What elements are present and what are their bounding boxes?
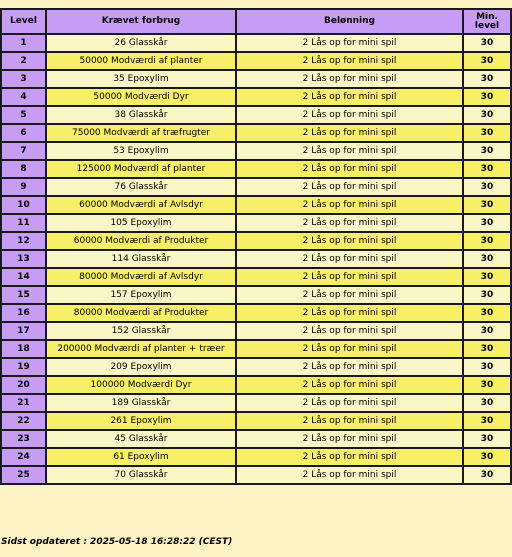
cell-min-level: 30 xyxy=(463,376,511,394)
table-row xyxy=(1,34,511,52)
cell-required: 189 Glasskår xyxy=(46,394,236,412)
cell-reward: 2 Lås op for mini spil xyxy=(236,376,463,394)
table-row xyxy=(1,88,511,106)
cell-min-level: 30 xyxy=(463,448,511,466)
cell-min-level: 30 xyxy=(463,394,511,412)
cell-required: 80000 Modværdi af Avlsdyr xyxy=(46,268,236,286)
cell-required: 200000 Modværdi af planter + træer xyxy=(46,340,236,358)
cell-reward: 2 Lås op for mini spil xyxy=(236,268,463,286)
header-min-level-label: Min. level xyxy=(474,11,500,31)
table-header-row xyxy=(1,9,511,34)
cell-level: 9 xyxy=(1,178,46,196)
table-row xyxy=(1,466,511,484)
cell-required: 76 Glasskår xyxy=(46,178,236,196)
table-row xyxy=(1,376,511,394)
table-row xyxy=(1,412,511,430)
cell-reward: 2 Lås op for mini spil xyxy=(236,34,463,52)
cell-level: 12 xyxy=(1,232,46,250)
table-row xyxy=(1,178,511,196)
table-row xyxy=(1,268,511,286)
cell-level: 8 xyxy=(1,160,46,178)
cell-required: 261 Epoxylim xyxy=(46,412,236,430)
cell-reward: 2 Lås op for mini spil xyxy=(236,250,463,268)
cell-required: 61 Epoxylim xyxy=(46,448,236,466)
cell-min-level: 30 xyxy=(463,340,511,358)
table-row xyxy=(1,340,511,358)
cell-level: 3 xyxy=(1,70,46,88)
cell-level: 25 xyxy=(1,466,46,484)
cell-level: 13 xyxy=(1,250,46,268)
cell-level: 14 xyxy=(1,268,46,286)
cell-required: 152 Glasskår xyxy=(46,322,236,340)
cell-min-level: 30 xyxy=(463,178,511,196)
cell-min-level: 30 xyxy=(463,88,511,106)
cell-required: 35 Epoxylim xyxy=(46,70,236,88)
cell-required: 45 Glasskår xyxy=(46,430,236,448)
cell-level: 1 xyxy=(1,34,46,52)
cell-reward: 2 Lås op for mini spil xyxy=(236,322,463,340)
cell-level: 7 xyxy=(1,142,46,160)
cell-min-level: 30 xyxy=(463,160,511,178)
cell-min-level: 30 xyxy=(463,430,511,448)
cell-min-level: 30 xyxy=(463,304,511,322)
cell-level: 10 xyxy=(1,196,46,214)
cell-min-level: 30 xyxy=(463,196,511,214)
cell-min-level: 30 xyxy=(463,268,511,286)
cell-reward: 2 Lås op for mini spil xyxy=(236,232,463,250)
cell-min-level: 30 xyxy=(463,250,511,268)
cell-min-level: 30 xyxy=(463,124,511,142)
cell-level: 6 xyxy=(1,124,46,142)
cell-level: 5 xyxy=(1,106,46,124)
cell-min-level: 30 xyxy=(463,286,511,304)
cell-required: 75000 Modværdi af træfrugter xyxy=(46,124,236,142)
table-row xyxy=(1,160,511,178)
table-row xyxy=(1,250,511,268)
table-row xyxy=(1,448,511,466)
cell-required: 114 Glasskår xyxy=(46,250,236,268)
cell-min-level: 30 xyxy=(463,322,511,340)
table-row xyxy=(1,52,511,70)
cell-level: 4 xyxy=(1,88,46,106)
cell-level: 16 xyxy=(1,304,46,322)
cell-required: 105 Epoxylim xyxy=(46,214,236,232)
cell-required: 209 Epoxylim xyxy=(46,358,236,376)
cell-reward: 2 Lås op for mini spil xyxy=(236,178,463,196)
cell-min-level: 30 xyxy=(463,70,511,88)
cell-required: 53 Epoxylim xyxy=(46,142,236,160)
table-row xyxy=(1,322,511,340)
cell-level: 24 xyxy=(1,448,46,466)
rewards-table xyxy=(0,8,512,485)
cell-required: 26 Glasskår xyxy=(46,34,236,52)
cell-reward: 2 Lås op for mini spil xyxy=(236,466,463,484)
cell-level: 17 xyxy=(1,322,46,340)
cell-reward: 2 Lås op for mini spil xyxy=(236,88,463,106)
cell-reward: 2 Lås op for mini spil xyxy=(236,106,463,124)
cell-reward: 2 Lås op for mini spil xyxy=(236,52,463,70)
cell-reward: 2 Lås op for mini spil xyxy=(236,340,463,358)
cell-reward: 2 Lås op for mini spil xyxy=(236,430,463,448)
cell-required: 60000 Modværdi af Avlsdyr xyxy=(46,196,236,214)
cell-required: 50000 Modværdi Dyr xyxy=(46,88,236,106)
cell-min-level: 30 xyxy=(463,34,511,52)
cell-level: 22 xyxy=(1,412,46,430)
header-level: Level xyxy=(1,9,46,34)
cell-reward: 2 Lås op for mini spil xyxy=(236,412,463,430)
table-row xyxy=(1,394,511,412)
cell-required: 50000 Modværdi af planter xyxy=(46,52,236,70)
table-row xyxy=(1,70,511,88)
cell-reward: 2 Lås op for mini spil xyxy=(236,70,463,88)
header-reward: Belønning xyxy=(236,9,463,34)
table-row xyxy=(1,304,511,322)
cell-reward: 2 Lås op for mini spil xyxy=(236,394,463,412)
cell-level: 20 xyxy=(1,376,46,394)
cell-level: 15 xyxy=(1,286,46,304)
table-row xyxy=(1,124,511,142)
table-row xyxy=(1,196,511,214)
cell-level: 19 xyxy=(1,358,46,376)
table-row xyxy=(1,430,511,448)
last-updated-text: Sidst opdateret : 2025-05-18 16:28:22 (CEST) xyxy=(1,537,233,547)
cell-reward: 2 Lås op for mini spil xyxy=(236,304,463,322)
rewards-table-container xyxy=(0,8,512,485)
table-row xyxy=(1,214,511,232)
cell-reward: 2 Lås op for mini spil xyxy=(236,124,463,142)
cell-min-level: 30 xyxy=(463,52,511,70)
cell-min-level: 30 xyxy=(463,214,511,232)
cell-level: 2 xyxy=(1,52,46,70)
cell-required: 70 Glasskår xyxy=(46,466,236,484)
cell-reward: 2 Lås op for mini spil xyxy=(236,286,463,304)
cell-required: 125000 Modværdi af planter xyxy=(46,160,236,178)
cell-required: 38 Glasskår xyxy=(46,106,236,124)
header-min-level xyxy=(463,9,511,34)
header-required: Krævet forbrug xyxy=(46,9,236,34)
cell-level: 11 xyxy=(1,214,46,232)
table-row xyxy=(1,142,511,160)
cell-min-level: 30 xyxy=(463,358,511,376)
cell-level: 21 xyxy=(1,394,46,412)
table-row xyxy=(1,286,511,304)
cell-reward: 2 Lås op for mini spil xyxy=(236,214,463,232)
cell-required: 100000 Modværdi Dyr xyxy=(46,376,236,394)
cell-min-level: 30 xyxy=(463,412,511,430)
cell-level: 18 xyxy=(1,340,46,358)
table-body xyxy=(1,34,511,484)
cell-min-level: 30 xyxy=(463,466,511,484)
cell-reward: 2 Lås op for mini spil xyxy=(236,448,463,466)
cell-level: 23 xyxy=(1,430,46,448)
cell-reward: 2 Lås op for mini spil xyxy=(236,196,463,214)
table-row xyxy=(1,358,511,376)
cell-reward: 2 Lås op for mini spil xyxy=(236,358,463,376)
cell-reward: 2 Lås op for mini spil xyxy=(236,142,463,160)
cell-reward: 2 Lås op for mini spil xyxy=(236,160,463,178)
cell-required: 157 Epoxylim xyxy=(46,286,236,304)
cell-min-level: 30 xyxy=(463,232,511,250)
cell-min-level: 30 xyxy=(463,142,511,160)
cell-required: 80000 Modværdi af Produkter xyxy=(46,304,236,322)
table-row xyxy=(1,106,511,124)
cell-required: 60000 Modværdi af Produkter xyxy=(46,232,236,250)
table-row xyxy=(1,232,511,250)
cell-min-level: 30 xyxy=(463,106,511,124)
